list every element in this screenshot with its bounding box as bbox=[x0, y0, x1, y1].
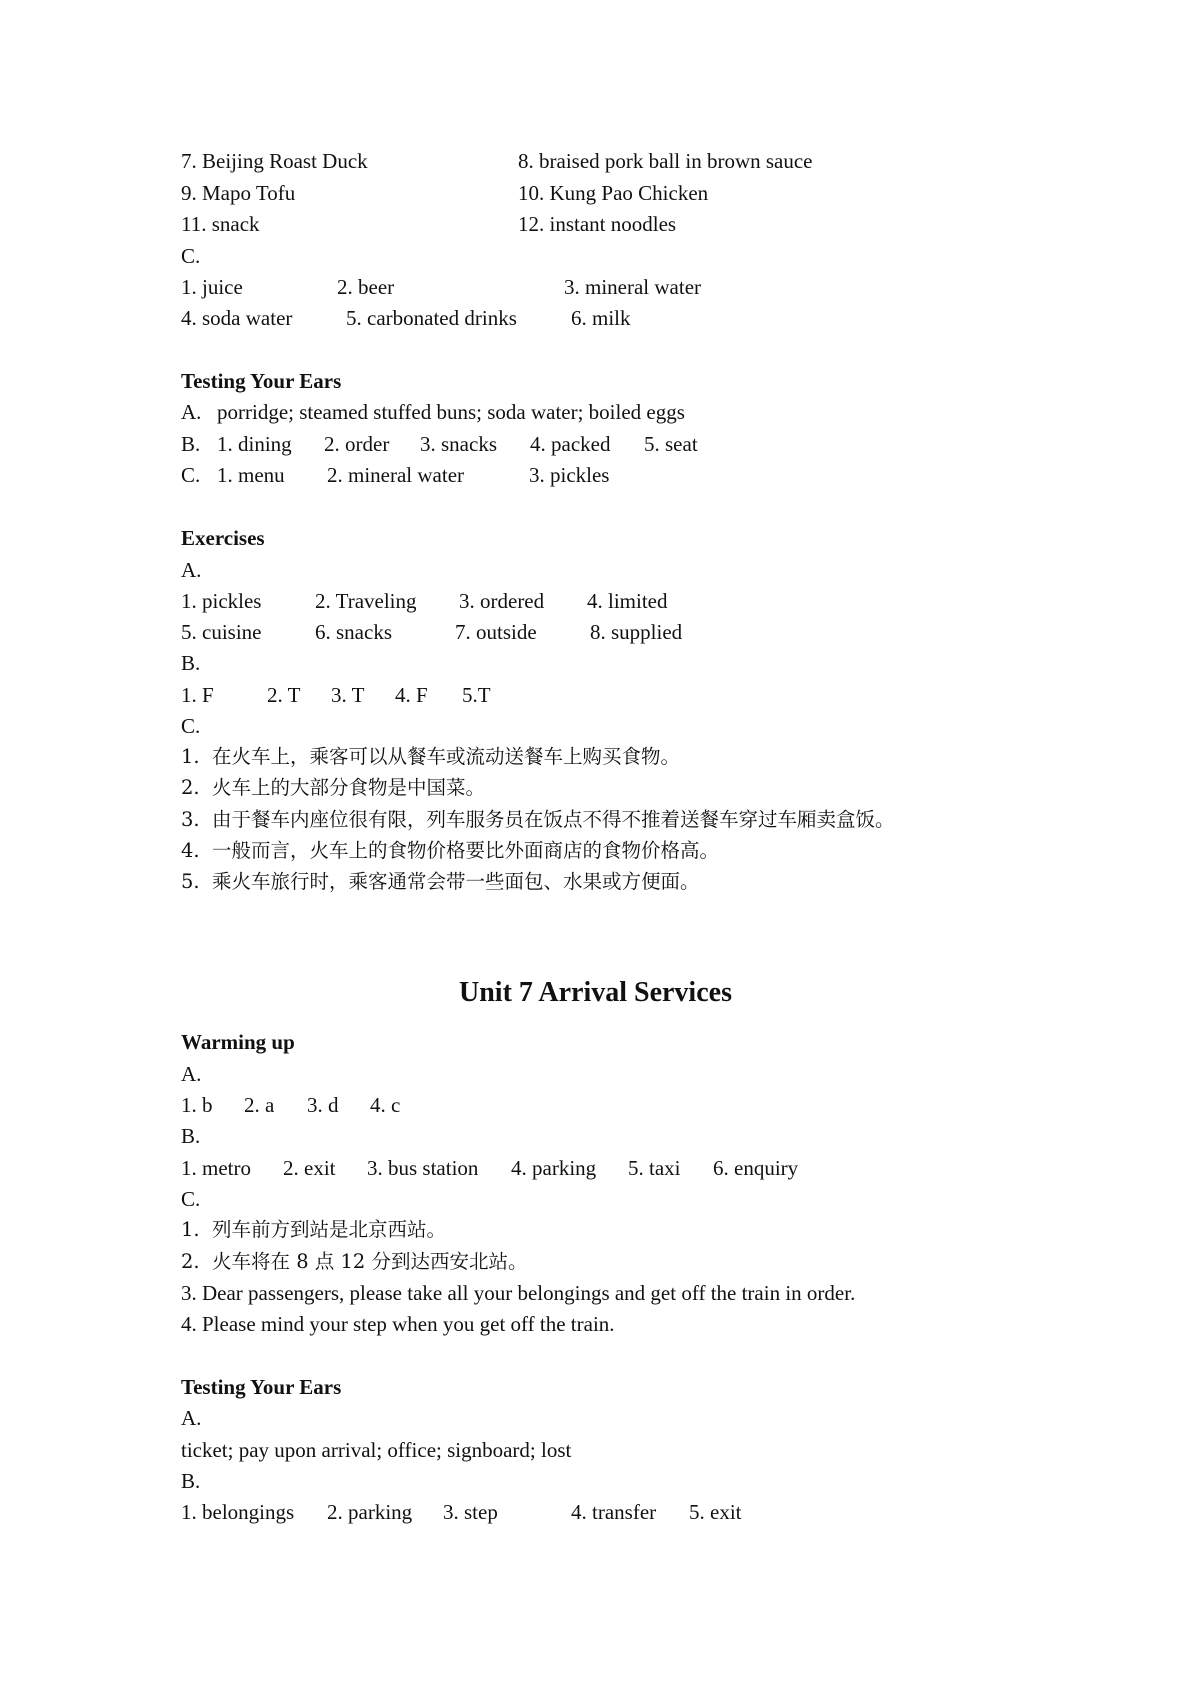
answer-item: 1. metro bbox=[181, 1156, 251, 1180]
section-label: B. bbox=[181, 651, 201, 675]
drink-item: 4. soda water bbox=[181, 306, 293, 330]
answer-item: 5. seat bbox=[644, 432, 698, 456]
answer-text: ticket; pay upon arrival; office; signboard; lost bbox=[181, 1438, 572, 1462]
dish-item: 8. braised pork ball in brown sauce bbox=[518, 149, 813, 173]
translation-sentence: 1. 列车前方到站是北京西站。 bbox=[181, 1218, 447, 1241]
item-label: B. bbox=[181, 432, 201, 456]
section-label: B. bbox=[181, 1469, 201, 1493]
answer-item: 2. a bbox=[244, 1093, 275, 1117]
answer-item: 1. pickles bbox=[181, 589, 262, 613]
translation-sentence: 4. 一般而言，火车上的食物价格要比外面商店的食物价格高。 bbox=[181, 839, 720, 862]
answer-item: 4. c bbox=[370, 1093, 401, 1117]
section-label: C. bbox=[181, 1187, 201, 1211]
drink-item: 1. juice bbox=[181, 275, 243, 299]
answer-item: 3. pickles bbox=[529, 463, 610, 487]
answer-item: 2. order bbox=[324, 432, 390, 456]
answer-item: 5. cuisine bbox=[181, 620, 262, 644]
answer-item: 4. parking bbox=[511, 1156, 597, 1180]
translation-sentence: 3. 由于餐车内座位很有限，列车服务员在饭点不得不推着送餐车穿过车厢卖盒饭。 bbox=[181, 808, 895, 831]
translation-sentence: 2. 火车上的大部分食物是中国菜。 bbox=[181, 776, 486, 799]
answer-item: 4. limited bbox=[587, 589, 668, 613]
drink-item: 3. mineral water bbox=[564, 275, 702, 299]
answer-item: 1. belongings bbox=[181, 1500, 295, 1524]
answer-item: 1. F bbox=[181, 683, 214, 707]
answer-item: 1. menu bbox=[217, 463, 285, 487]
translation-sentence: 1. 在火车上，乘客可以从餐车或流动送餐车上购买食物。 bbox=[181, 745, 681, 768]
dish-item: 10. Kung Pao Chicken bbox=[518, 181, 709, 205]
translation-sentence: 2. 火车将在 8 点 12 分到达西安北站。 bbox=[181, 1250, 528, 1273]
drink-item: 6. milk bbox=[571, 306, 631, 330]
answer-item: 2. parking bbox=[327, 1500, 413, 1524]
answer-item: 3. d bbox=[307, 1093, 339, 1117]
answer-item: 5. taxi bbox=[628, 1156, 681, 1180]
answer-item: 4. packed bbox=[530, 432, 611, 456]
answer-item: 6. snacks bbox=[315, 620, 392, 644]
answer-item: 2. T bbox=[267, 683, 301, 707]
answer-item: 2. mineral water bbox=[327, 463, 465, 487]
answer-item: 3. ordered bbox=[459, 589, 545, 613]
answer-item: 2. Traveling bbox=[315, 589, 417, 613]
answer-item: 6. enquiry bbox=[713, 1156, 799, 1180]
section-label: A. bbox=[181, 1406, 202, 1430]
dish-item: 9. Mapo Tofu bbox=[181, 181, 296, 205]
answer-item: 3. snacks bbox=[420, 432, 497, 456]
drink-item: 2. beer bbox=[337, 275, 395, 299]
section-heading: Warming up bbox=[181, 1030, 295, 1054]
section-heading: Testing Your Ears bbox=[181, 369, 342, 393]
unit-title: Unit 7 Arrival Services bbox=[459, 977, 732, 1008]
answer-item: 5. exit bbox=[689, 1500, 742, 1524]
answer-item: 7. outside bbox=[455, 620, 537, 644]
answer-text: porridge; steamed stuffed buns; soda water; boiled eggs bbox=[217, 400, 685, 424]
answer-item: 1. dining bbox=[217, 432, 292, 456]
translation-sentence: 5. 乘火车旅行时，乘客通常会带一些面包、水果或方便面。 bbox=[181, 870, 700, 893]
section-label: A. bbox=[181, 558, 202, 582]
section-heading: Testing Your Ears bbox=[181, 1375, 342, 1399]
answer-item: 3. T bbox=[331, 683, 365, 707]
drink-item: 5. carbonated drinks bbox=[346, 306, 517, 330]
section-label: C. bbox=[181, 244, 201, 268]
item-label: C. bbox=[181, 463, 201, 487]
answer-item: 3. bus station bbox=[367, 1156, 479, 1180]
answer-item: 4. F bbox=[395, 683, 428, 707]
answer-item: 4. transfer bbox=[571, 1500, 657, 1524]
section-label: B. bbox=[181, 1124, 201, 1148]
translation-sentence: 4. Please mind your step when you get off the train. bbox=[181, 1312, 615, 1336]
dish-item: 11. snack bbox=[181, 212, 260, 236]
section-label: C. bbox=[181, 714, 201, 738]
translation-sentence: 3. Dear passengers, please take all your belongings and get off the train in order. bbox=[181, 1281, 856, 1305]
dish-item: 12. instant noodles bbox=[518, 212, 677, 236]
answer-item: 1. b bbox=[181, 1093, 213, 1117]
item-label: A. bbox=[181, 400, 202, 424]
dish-item: 7. Beijing Roast Duck bbox=[181, 149, 368, 173]
answer-item: 3. step bbox=[443, 1500, 498, 1524]
answer-item: 2. exit bbox=[283, 1156, 336, 1180]
section-label: A. bbox=[181, 1062, 202, 1086]
answer-item: 8. supplied bbox=[590, 620, 683, 644]
testing-b-row bbox=[181, 1499, 742, 1681]
answer-item: 5.T bbox=[462, 683, 491, 707]
section-heading: Exercises bbox=[181, 526, 265, 550]
